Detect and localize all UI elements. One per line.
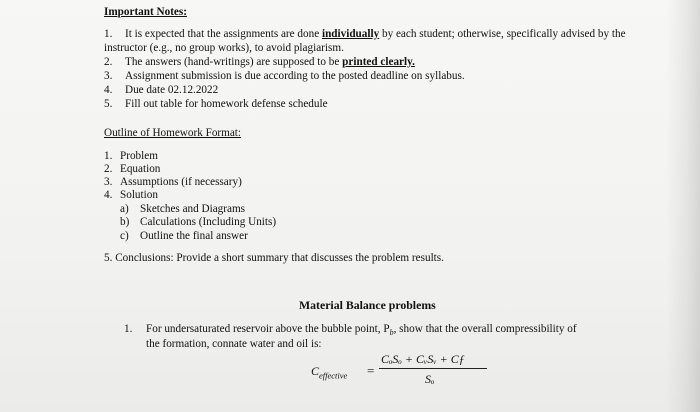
note-item-4: Due date 02.12.2022 <box>125 84 219 96</box>
equals-sign: = <box>367 363 375 378</box>
emphasis-printed-clearly: printed clearly. <box>342 56 415 68</box>
problem-statement-continued: the formation, connate water and oil is: <box>146 338 322 350</box>
subitem-final-answer: Outline the final answer <box>140 230 248 242</box>
subitem-calculations: Calculations (Including Units) <box>140 216 277 228</box>
note-item-3: Assignment submission is due according to the posted deadline on syllabus. <box>125 70 465 82</box>
problem-number: 1. <box>124 323 133 335</box>
note-number: 5. <box>104 98 113 110</box>
note-item-1-continued: instructor (e.g., no group works), to avoid plagiarism. <box>104 42 344 54</box>
subitem-letter: c) <box>120 230 129 242</box>
outline-item-solution: Solution <box>120 189 158 201</box>
outline-item-problem: Problem <box>120 150 158 162</box>
fraction-bar <box>379 368 487 369</box>
note-number: 1. <box>104 28 113 40</box>
outline-heading: Outline of Homework Format: <box>104 127 242 139</box>
note-item-5: Fill out table for homework defense schedule <box>125 98 328 110</box>
emphasis-individually: individually <box>321 28 380 40</box>
note-item-2: The answers (hand-writings) are supposed to be printed clearly. <box>125 56 415 68</box>
notes-heading: Important Notes: <box>104 6 187 18</box>
outline-number: 4. <box>104 189 113 201</box>
equation-denominator: Sₒ <box>425 372 435 386</box>
note-number: 3. <box>104 70 113 82</box>
outline-number: 2. <box>104 163 113 175</box>
note-number: 2. <box>104 56 113 68</box>
page-edge-shadow <box>666 0 700 412</box>
equation-numerator: CₒSₒ + CᵥSᵥ + Cƒ <box>381 352 465 366</box>
compressibility-equation <box>311 352 491 398</box>
subitem-letter: a) <box>120 203 129 215</box>
equation-lhs: $C_{effective}$ <box>311 364 348 381</box>
problem-statement: For undersaturated reservoir above the bubble point, $P_b$, show that the overall compressibility of <box>146 323 577 338</box>
outline-item-equation: Equation <box>120 163 161 175</box>
note-number: 4. <box>104 84 113 96</box>
outline-number: 1. <box>104 150 113 162</box>
subitem-sketches: Sketches and Diagrams <box>140 203 246 215</box>
conclusions-line: 5. Conclusions: Provide a short summary that discusses the problem results. <box>104 252 444 264</box>
subitem-letter: b) <box>120 216 130 228</box>
outline-number: 3. <box>104 176 113 188</box>
outline-item-assumptions: Assumptions (if necessary) <box>120 176 242 188</box>
section-title: Material Balance problems <box>299 298 436 312</box>
note-item-1: It is expected that the assignments are done individually by each student; otherwise, specifically advised by the <box>125 28 626 40</box>
